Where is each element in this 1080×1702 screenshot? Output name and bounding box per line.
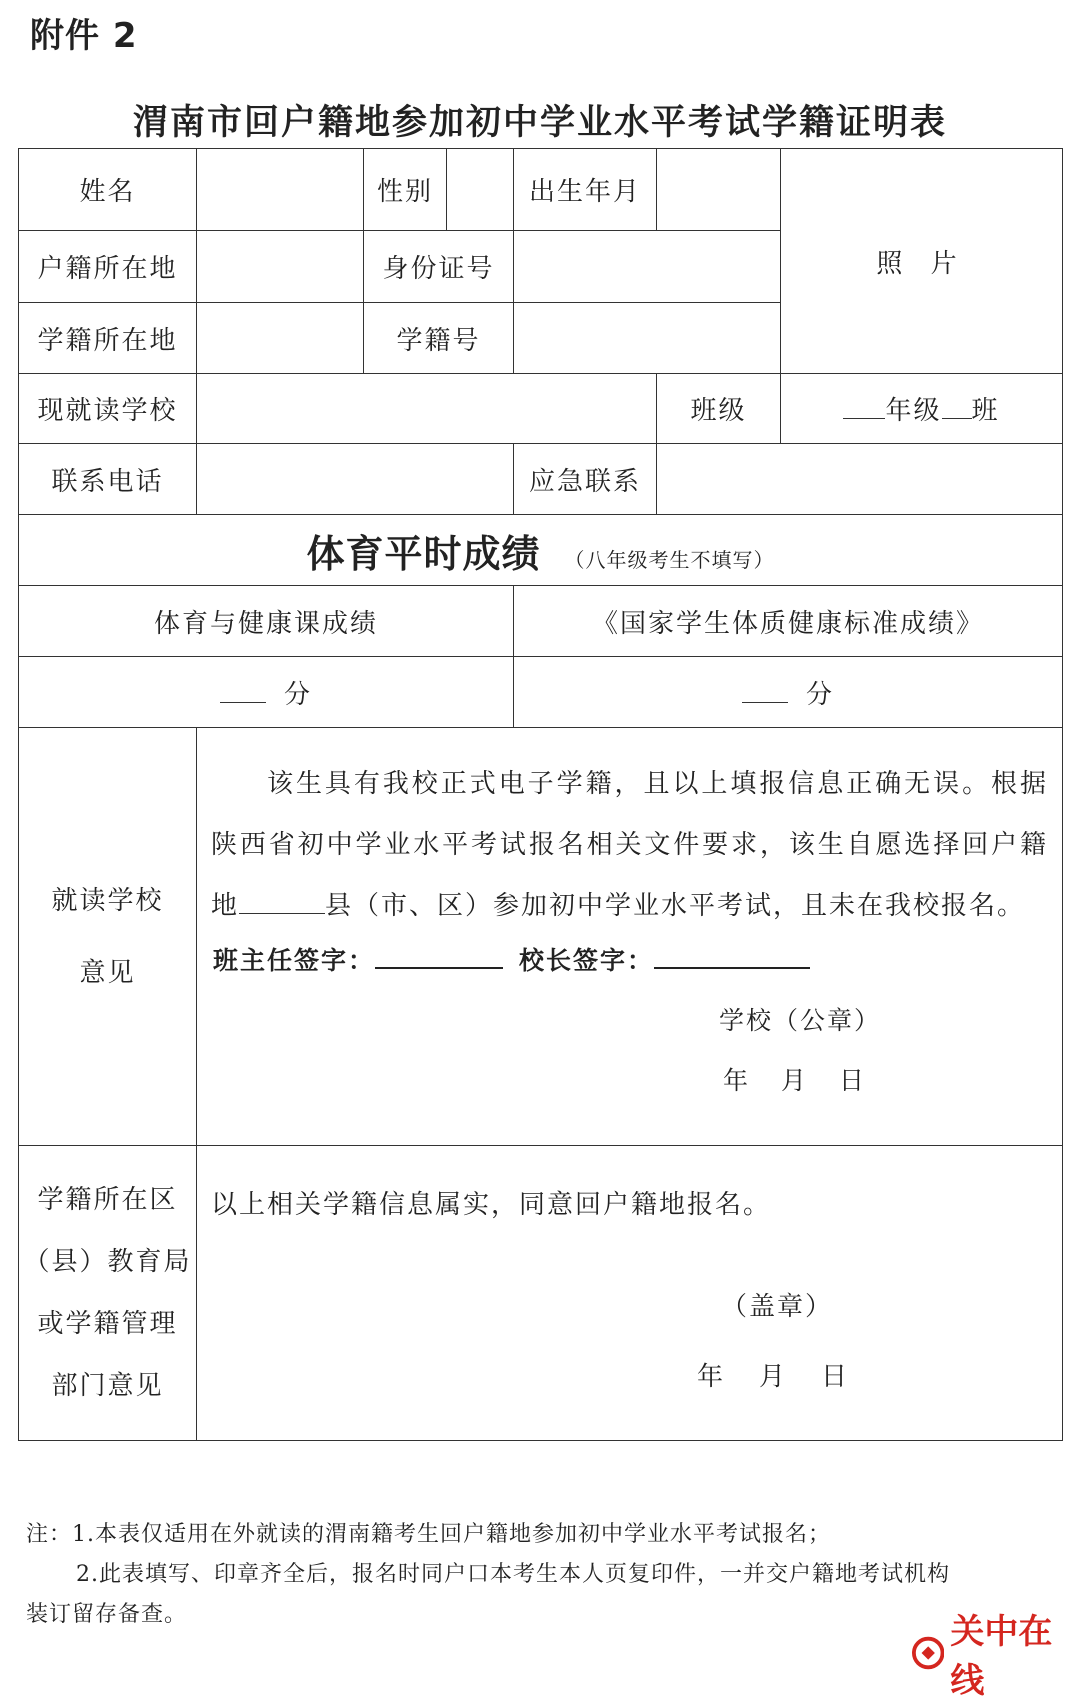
status-no-label: 学籍号 (364, 303, 514, 374)
household-label: 户籍所在地 (19, 231, 197, 303)
document-title: 渭南市回户籍地参加初中学业水平考试学籍证明表 (132, 103, 947, 143)
logo-icon (912, 1636, 944, 1670)
pe-course-unit: 分 (283, 679, 312, 710)
birth-field[interactable] (657, 149, 781, 231)
note-line-2: 2.此表填写、印章齐全后，报名时同户口本考生本人页复印件，一并交户籍地考试机构 (76, 1562, 950, 1587)
dept-opinion-text: 以上相关学籍信息属实，同意回户籍地报名。 (211, 1190, 772, 1220)
status-no-field[interactable] (514, 303, 781, 374)
pe-section-header (19, 515, 1063, 586)
pe-course-score[interactable] (19, 657, 514, 728)
school-opinion-content[interactable] (197, 728, 1063, 1146)
dept-label-line2: （县）教育局 (23, 1247, 192, 1277)
school-label: 现就读学校 (19, 374, 197, 444)
class-field[interactable] (781, 374, 1063, 444)
gender-label: 性别 (364, 149, 447, 231)
county-blank[interactable] (239, 893, 325, 914)
class-grade-text: 年级 (885, 396, 942, 426)
gender-field[interactable] (447, 149, 514, 231)
school-seal-label: 学校（公章） (719, 1006, 882, 1035)
class-class-text: 班 (971, 396, 1000, 426)
note-line-3: 装订留存备查。 (26, 1602, 188, 1627)
watermark-text: 关中在线 (950, 1612, 1053, 1701)
watermark-logo (912, 1604, 1080, 1702)
id-field[interactable] (514, 231, 781, 303)
id-label: 身份证号 (364, 231, 514, 303)
emergency-field[interactable] (657, 444, 1063, 515)
dept-label-line4: 部门意见 (51, 1371, 164, 1401)
school-date: 年 月 日 (723, 1066, 869, 1095)
class-label: 班级 (657, 374, 781, 444)
pe-heading: 体育平时成绩 (306, 531, 541, 576)
household-field[interactable] (197, 231, 364, 303)
dept-date: 年 月 日 (697, 1362, 853, 1392)
pe-standard-label: 《国家学生体质健康标准成绩》 (514, 586, 1063, 657)
dept-seal-label: （盖章） (721, 1292, 834, 1322)
pe-standard-score[interactable] (514, 657, 1063, 728)
dept-label-line1: 学籍所在区 (37, 1185, 178, 1215)
phone-label: 联系电话 (19, 444, 197, 515)
pe-note: （八年级考生不填写） (564, 547, 775, 572)
dept-opinion-label (19, 1146, 197, 1441)
school-opinion-text-1: 该生具有我校正式电子学籍，且以上填报信息正确无误。根据陕西省初中学业水平考试报名相关文件要求，该生自愿选择回户籍地 (211, 769, 1049, 921)
principal-sign-label: 校长签字： (519, 946, 655, 975)
dept-label-line3: 或学籍管理 (37, 1309, 178, 1339)
dept-opinion-content[interactable] (197, 1146, 1063, 1441)
photo-area[interactable] (781, 149, 1063, 374)
head-teacher-sign-line[interactable] (375, 945, 503, 969)
pe-standard-unit: 分 (806, 679, 835, 710)
head-teacher-sign-label: 班主任签字： (213, 946, 376, 975)
school-field[interactable] (197, 374, 657, 444)
school-opinion-label-line1: 就读学校 (51, 885, 164, 916)
school-opinion-text-2: 县（市、区）参加初中学业水平考试，且未在我校报名。 (325, 891, 1026, 921)
photo-label: 照 片 (876, 248, 967, 279)
name-field[interactable] (197, 149, 364, 231)
annex-label: 附件 2 (30, 16, 138, 56)
name-label: 姓名 (19, 149, 197, 231)
certificate-form-table (18, 148, 1063, 1441)
status-place-label: 学籍所在地 (19, 303, 197, 374)
school-opinion-label-line2: 意见 (79, 957, 136, 988)
school-opinion-label (19, 728, 197, 1146)
signature-row (197, 941, 1062, 977)
birth-label: 出生年月 (514, 149, 657, 231)
status-place-field[interactable] (197, 303, 364, 374)
note-line-1: 注：1.本表仅适用在外就读的渭南籍考生回户籍地参加初中学业水平考试报名； (26, 1522, 831, 1547)
pe-course-label: 体育与健康课成绩 (19, 586, 514, 657)
phone-field[interactable] (197, 444, 514, 515)
emergency-label: 应急联系 (514, 444, 657, 515)
principal-sign-line[interactable] (654, 945, 810, 969)
footnotes (26, 1515, 1056, 1635)
